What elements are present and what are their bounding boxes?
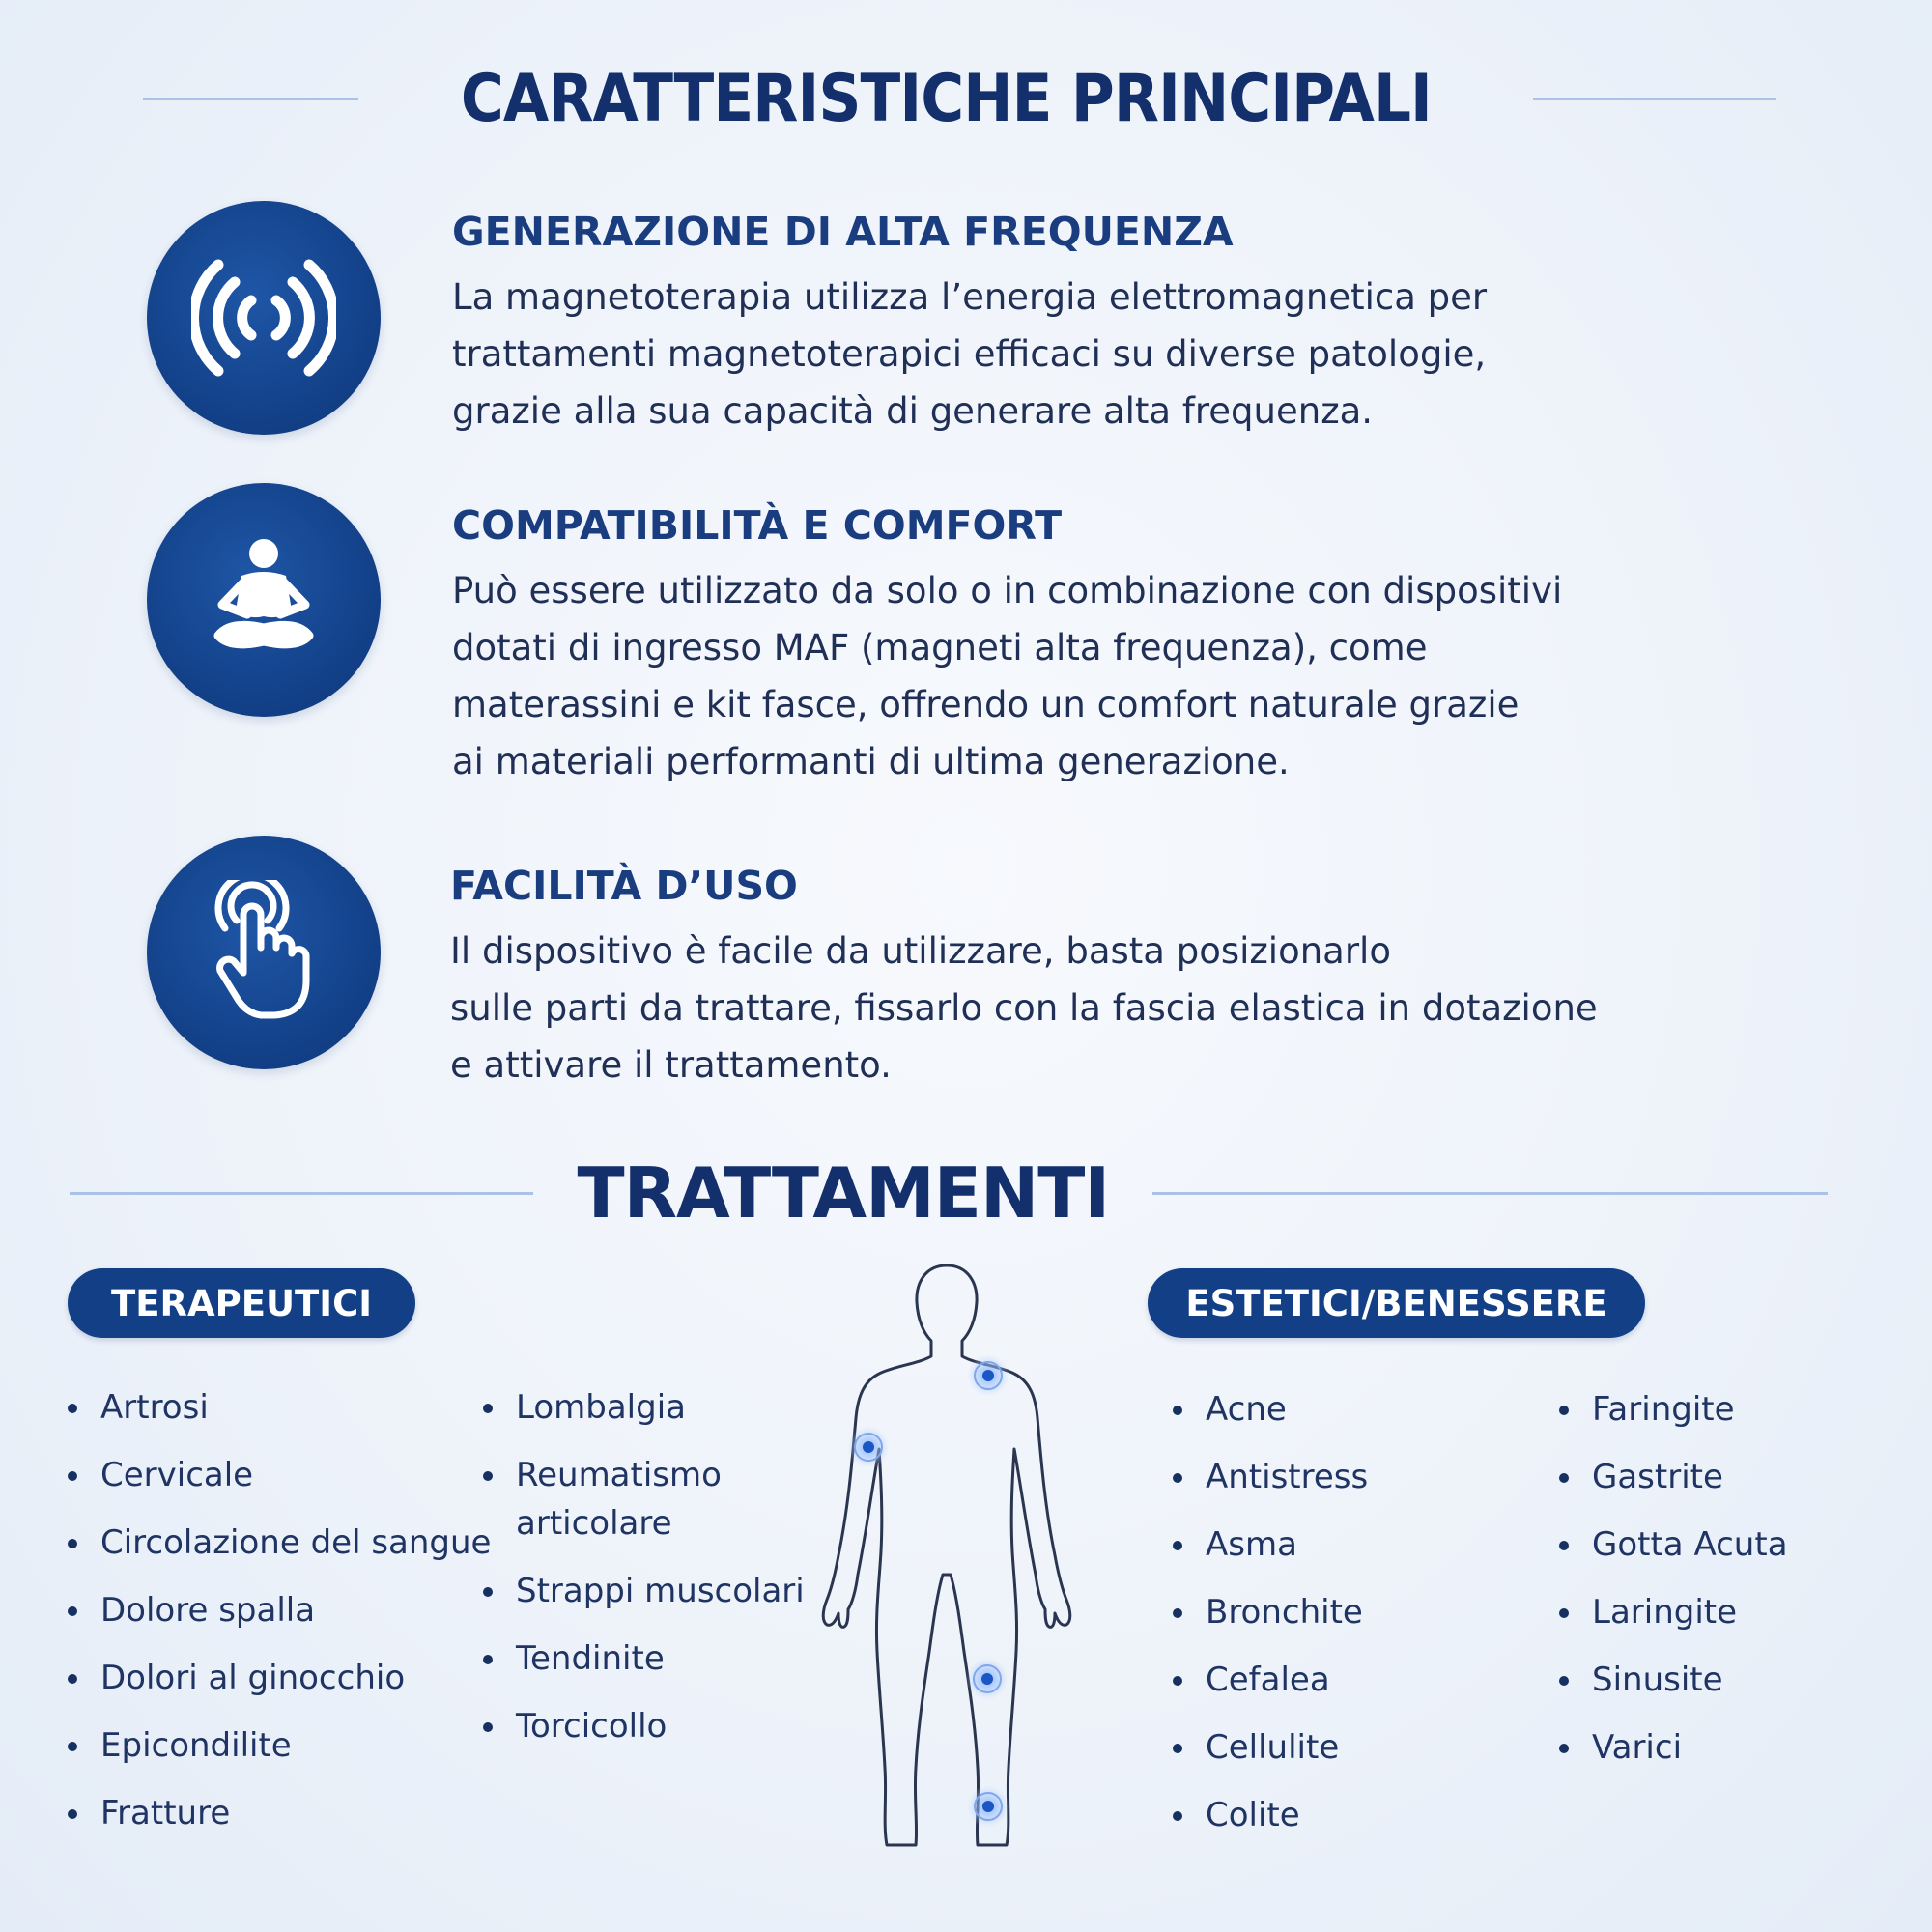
list-item: Bronchite (1171, 1588, 1368, 1656)
human-body-outline-icon (802, 1256, 1092, 1864)
aesthetic-list-a (1171, 1385, 1368, 1859)
list-item: Faringite (1557, 1385, 1788, 1453)
meditation-person-icon (191, 527, 336, 672)
list-item: Dolore spalla (66, 1586, 491, 1654)
list-item: Artrosi (66, 1383, 491, 1451)
list-item: Fratture (66, 1789, 491, 1857)
feature-description: Il dispositivo è facile da utilizzare, basta posizionarlo sulle parti da trattare, fissarlo con la fascia elastica in dotazione e attivare il trattamento. (450, 930, 1598, 1086)
list-item: Strappi muscolari (481, 1567, 805, 1634)
list-item: Varici (1557, 1723, 1788, 1791)
features-header (143, 50, 1776, 147)
feature-icon-badge (147, 483, 381, 717)
feature-title: GENERAZIONE DI ALTA FREQUENZA (452, 209, 1234, 255)
therapeutic-list-b (481, 1383, 805, 1770)
feature-title: COMPATIBILITÀ E COMFORT (452, 502, 1063, 549)
header-rule-left (143, 98, 358, 100)
header-rule-right (1533, 98, 1776, 100)
touch-hand-icon (191, 880, 336, 1025)
therapeutic-list-a (66, 1383, 491, 1857)
list-item: Antistress (1171, 1453, 1368, 1520)
list-item: Sinusite (1557, 1656, 1788, 1723)
list-item: Gotta Acuta (1557, 1520, 1788, 1588)
body-outline (823, 1265, 1070, 1845)
features-title: CARATTERISTICHE PRINCIPALI (460, 60, 1432, 137)
therapeutic-label: TERAPEUTICI (68, 1268, 415, 1338)
list-item: Dolori al ginocchio (66, 1654, 491, 1721)
feature-description: La magnetoterapia utilizza l’energia elettromagnetica per trattamenti magnetoterapici efficaci su diverse patologie, grazie alla sua capacità di generare alta frequenza. (452, 276, 1488, 432)
treatments-header (70, 1145, 1828, 1241)
list-item: Cervicale (66, 1451, 491, 1519)
list-item: Laringite (1557, 1588, 1788, 1656)
treatment-point-elbow (847, 1426, 890, 1468)
list-item: Reumatismo articolare (481, 1451, 805, 1567)
list-item: Acne (1171, 1385, 1368, 1453)
list-item: Circolazione del sangue (66, 1519, 491, 1586)
feature-title: FACILITÀ D’USO (450, 863, 798, 909)
list-item: Tendinite (481, 1634, 805, 1702)
aesthetic-label: ESTETICI/BENESSERE (1148, 1268, 1645, 1338)
list-item: Cefalea (1171, 1656, 1368, 1723)
list-item: Colite (1171, 1791, 1368, 1859)
treatment-point-ankle (967, 1785, 1009, 1828)
feature-icon-badge (147, 201, 381, 435)
header-rule-left (70, 1192, 533, 1195)
list-item: Lombalgia (481, 1383, 805, 1451)
list-item: Epicondilite (66, 1721, 491, 1789)
signal-waves-icon (191, 245, 336, 390)
aesthetic-list-b (1557, 1385, 1788, 1791)
list-item: Asma (1171, 1520, 1368, 1588)
feature-icon-badge (147, 836, 381, 1069)
list-item: Cellulite (1171, 1723, 1368, 1791)
treatment-point-knee (966, 1658, 1009, 1700)
treatments-title: TRATTAMENTI (577, 1152, 1110, 1234)
treatment-point-shoulder (967, 1354, 1009, 1397)
list-item: Gastrite (1557, 1453, 1788, 1520)
feature-description: Può essere utilizzato da solo o in combinazione con dispositivi dotati di ingresso MAF (magneti alta frequenza), come materassini e kit fasce, offrendo un comfort naturale grazie ai materiali performanti di ultima generazione. (452, 570, 1563, 782)
header-rule-right (1152, 1192, 1828, 1195)
list-item: Torcicollo (481, 1702, 805, 1770)
